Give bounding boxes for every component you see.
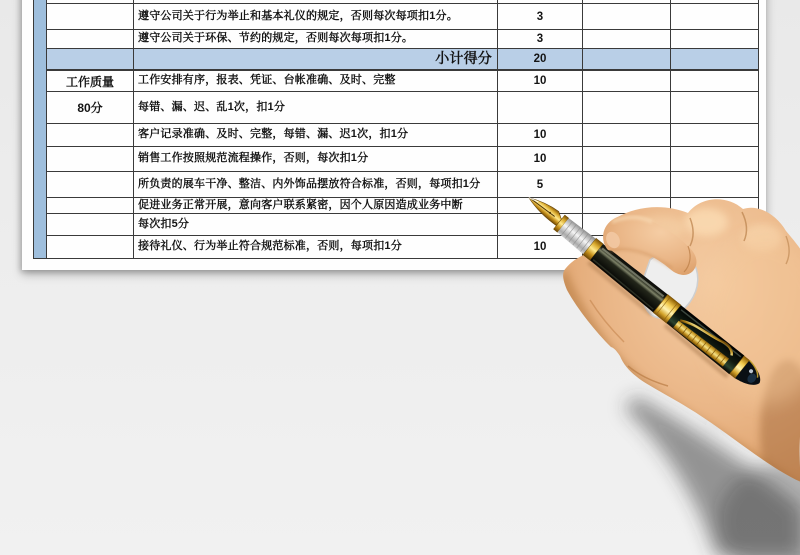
category-cell [47, 0, 134, 3]
criteria-cell: 接待礼仪、行为举止符合规范标准，否则，每项扣1分 [134, 236, 498, 258]
criteria-cell: 销售工作按照规范流程操作，否则，每次扣1分 [134, 147, 498, 171]
table-row [47, 172, 758, 198]
score-cell: 3 [498, 30, 583, 48]
table-row [47, 92, 758, 124]
score-cell [498, 92, 583, 123]
hand-shadow [624, 366, 800, 555]
check-cell-2 [671, 0, 758, 3]
criteria-cell: 所负责的展车干净、整洁、内外饰品摆放符合标准，否则，每项扣1分 [134, 172, 498, 197]
category-cell [47, 198, 134, 213]
criteria-cell [134, 0, 498, 3]
table-row [47, 214, 758, 236]
check-cell-2 [671, 236, 758, 258]
score-cell [498, 0, 583, 3]
check-cell-2 [671, 92, 758, 123]
paper-sheet [22, 0, 766, 270]
table-row [47, 236, 758, 258]
check-cell-2 [671, 124, 758, 146]
score-table-rows [47, 0, 758, 258]
check-cell-1 [583, 71, 671, 91]
table-row [47, 4, 758, 30]
criteria-cell: 每错、漏、迟、乱1次，扣1分 [134, 92, 498, 123]
subtotal-label: 小计得分 [134, 49, 498, 69]
check-cell-2 [671, 198, 758, 213]
category-cell: 80分 [47, 92, 134, 123]
check-cell-2 [671, 4, 758, 29]
check-cell-1 [583, 198, 671, 213]
category-cell [47, 4, 134, 29]
check-cell-2 [671, 214, 758, 235]
category-cell [47, 172, 134, 197]
table-row [47, 30, 758, 49]
score-cell [498, 198, 583, 213]
table-row [47, 198, 758, 214]
check-cell-2 [671, 71, 758, 91]
category-cell [47, 124, 134, 146]
check-cell-1 [583, 214, 671, 235]
criteria-cell: 工作安排有序，报表、凭证、台帐准确、及时、完整 [134, 71, 498, 91]
check-cell-1 [583, 30, 671, 48]
category-cell [47, 236, 134, 258]
criteria-cell: 每次扣5分 [134, 214, 498, 235]
check-cell-2 [671, 49, 758, 69]
check-cell-2 [671, 147, 758, 171]
check-cell-1 [583, 0, 671, 3]
check-cell-2 [671, 172, 758, 197]
table-row [47, 71, 758, 92]
score-cell: 3 [498, 4, 583, 29]
score-cell [498, 214, 583, 235]
check-cell-2 [671, 30, 758, 48]
category-cell [47, 214, 134, 235]
check-cell-1 [583, 92, 671, 123]
category-cell [47, 147, 134, 171]
check-cell-1 [583, 124, 671, 146]
criteria-cell: 客户记录准确、及时、完整，每错、漏、迟1次，扣1分 [134, 124, 498, 146]
score-cell: 10 [498, 236, 583, 258]
category-cell [47, 49, 134, 69]
check-cell-1 [583, 236, 671, 258]
score-cell: 10 [498, 71, 583, 91]
criteria-cell: 遵守公司关于行为举止和基本礼仪的规定，否则每次每项扣1分。 [134, 4, 498, 29]
criteria-cell: 促进业务正常开展，意向客户联系紧密，因个人原因造成业务中断 [134, 198, 498, 213]
category-cell [47, 30, 134, 48]
table-row [47, 124, 758, 147]
evaluation-table [33, 0, 759, 259]
check-cell-1 [583, 147, 671, 171]
check-cell-1 [583, 172, 671, 197]
score-cell: 10 [498, 147, 583, 171]
table-row [47, 147, 758, 172]
check-cell-1 [583, 49, 671, 69]
score-cell: 10 [498, 124, 583, 146]
score-cell: 5 [498, 172, 583, 197]
check-cell-1 [583, 4, 671, 29]
subtotal-row [47, 49, 758, 71]
category-cell: 工作质量 [47, 71, 134, 91]
left-accent-column [34, 0, 47, 258]
criteria-cell: 遵守公司关于环保、节约的规定，否则每次每项扣1分。 [134, 30, 498, 48]
score-cell: 20 [498, 49, 583, 69]
